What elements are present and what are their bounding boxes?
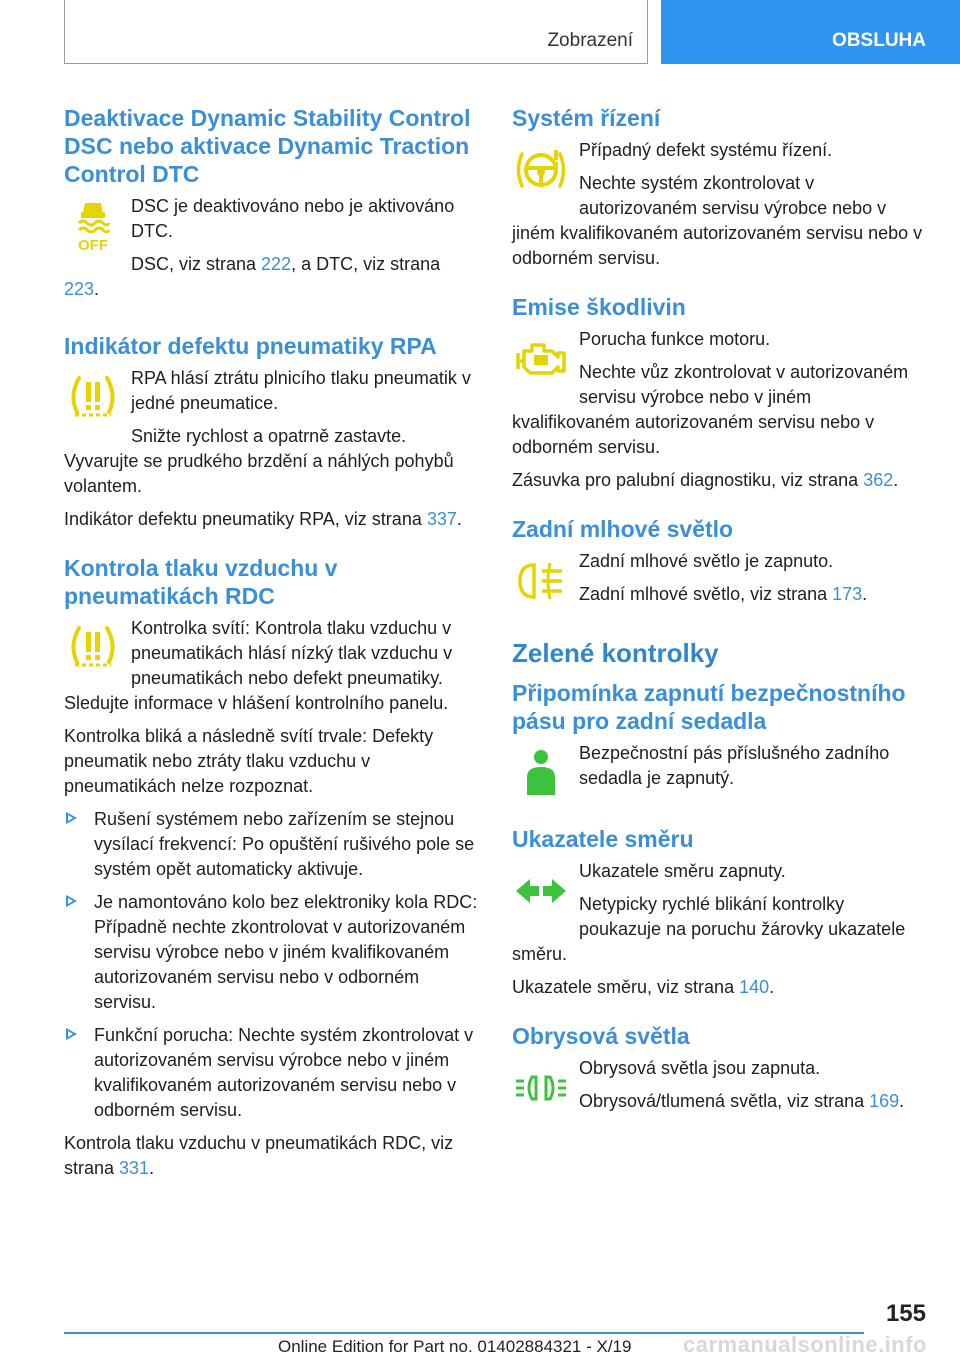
header-subtitle-box bbox=[64, 0, 648, 64]
rdc-text-1: Kontrolka svítí: Kontrola tlaku vzduchu v pneumatikách hlásí nízký tlak vzduchu v pneumatikách nebo defekt pneumatiky. Sledujte informace v hlášení kontrolního panelu. bbox=[64, 618, 453, 713]
belt-heading: Připomínka zapnutí bezpečnostního pásu pro zadní sedadla bbox=[512, 680, 906, 734]
rdc-ref-end: . bbox=[149, 1158, 155, 1178]
turn-text-3 bbox=[512, 975, 928, 1000]
rdc-bullet bbox=[64, 807, 478, 882]
turn-heading: Ukazatele směru bbox=[512, 826, 694, 852]
rdc-text-3 bbox=[64, 1131, 478, 1181]
dsc-off-icon bbox=[64, 196, 122, 256]
dsc-page-link[interactable]: 222 bbox=[261, 254, 292, 274]
dsc-ref-end: . bbox=[94, 279, 100, 299]
parking-text-2 bbox=[512, 1089, 928, 1114]
bullet-triangle-icon bbox=[66, 895, 77, 907]
rpa-ref-end: . bbox=[456, 509, 462, 529]
turn-page-link[interactable]: 140 bbox=[739, 977, 770, 997]
parking-ref-text: Obrysová/tlumená světla, viz strana bbox=[579, 1091, 870, 1111]
rdc-bullet-text: Rušení systémem nebo zařízením se stejnou vysílací frekvencí: Po opuštění rušivého pole se systém opět automaticky aktivuje. bbox=[94, 809, 475, 879]
steering-text-1: Případný defekt systému řízení. bbox=[579, 140, 833, 160]
emission-heading: Emise škodlivin bbox=[512, 294, 686, 320]
turn-signal-icon bbox=[512, 861, 570, 921]
dsc-section bbox=[64, 104, 478, 310]
emission-text-1: Porucha funkce motoru. bbox=[579, 329, 771, 349]
emission-text-2: Nechte vůz zkontrolovat v autorizovaném servisu výrobce nebo v jiném kvalifikovaném autorizovaném servisu nebo v odborném servisu. bbox=[512, 362, 909, 457]
page-number: 155 bbox=[885, 1300, 926, 1327]
fog-heading: Zadní mlhové světlo bbox=[512, 516, 734, 542]
footer-watermark: carmanualsonline.info bbox=[683, 1332, 927, 1357]
dsc-heading: Deaktivace Dynamic Stability Control DSC nebo aktivace Dynamic Traction Control DTC bbox=[64, 105, 471, 187]
fog-ref-text: Zadní mlhové světlo, viz strana bbox=[579, 584, 833, 604]
header-subtitle: Zobrazení bbox=[547, 30, 633, 51]
steering-fault-icon bbox=[512, 140, 570, 200]
belt-text-1: Bezpečnostní pás příslušného zadního sedadla je zapnutý. bbox=[579, 743, 890, 788]
rdc-warning-icon bbox=[64, 618, 122, 678]
emission-ref-text: Zásuvka pro palubní diagnostiku, viz strana bbox=[512, 470, 864, 490]
turn-text-2: Netypicky rychlé blikání kontrolky poukazuje na poruchu žárovky ukazatele směru. bbox=[512, 894, 906, 964]
parking-section bbox=[512, 1022, 928, 1122]
rpa-text-3 bbox=[64, 507, 478, 532]
turn-text-1: Ukazatele směru zapnuty. bbox=[579, 861, 786, 881]
turn-ref-text: Ukazatele směru, viz strana bbox=[512, 977, 740, 997]
rpa-text-2: Snižte rychlost a opatrně zastavte. Vyvarujte se prudkého brzdění a náhlých pohybů volantem. bbox=[64, 426, 454, 496]
rdc-section bbox=[64, 554, 478, 1181]
parking-ref-end: . bbox=[899, 1091, 905, 1111]
dsc-text-1: DSC je deaktivováno nebo je aktivováno DTC. bbox=[131, 196, 455, 241]
turn-ref-end: . bbox=[769, 977, 775, 997]
bullet-triangle-icon bbox=[66, 812, 77, 824]
rdc-heading: Kontrola tlaku vzduchu v pneumatikách RDC bbox=[64, 555, 338, 609]
parking-text-1: Obrysová světla jsou zapnuta. bbox=[579, 1058, 821, 1078]
rdc-bullet-text: Funkční porucha: Nechte systém zkontrolovat v autorizovaném servisu výrobce nebo v jiném kvalifikovaném autorizovaném servisu nebo v odborném servisu. bbox=[94, 1025, 474, 1120]
left-column bbox=[64, 104, 478, 1203]
rdc-page-link[interactable]: 331 bbox=[119, 1158, 150, 1178]
rpa-ref-text: Indikátor defektu pneumatiky RPA, viz strana bbox=[64, 509, 427, 529]
parking-heading: Obrysová světla bbox=[512, 1023, 690, 1049]
engine-check-icon bbox=[512, 329, 570, 389]
dsc-ref-text: DSC, viz strana bbox=[131, 254, 262, 274]
parking-light-icon bbox=[512, 1058, 570, 1118]
steering-heading: Systém řízení bbox=[512, 105, 661, 131]
fog-page-link[interactable]: 173 bbox=[832, 584, 863, 604]
fog-ref-end: . bbox=[862, 584, 868, 604]
right-column bbox=[512, 104, 928, 1144]
rdc-bullet-text: Je namontováno kolo bez elektroniky kola RDC: Případně nechte zkontrolovat v autorizovaném servisu výrobce nebo v jiném kvalifikovaném autorizovaném servisu nebo v odborném servisu. bbox=[94, 892, 478, 1012]
seatbelt-icon bbox=[512, 743, 570, 803]
rpa-section bbox=[64, 332, 478, 532]
rpa-heading: Indikátor defektu pneumatiky RPA bbox=[64, 333, 437, 359]
tire-pressure-warning-icon bbox=[64, 368, 122, 428]
emission-ref-end: . bbox=[893, 470, 899, 490]
parking-page-link[interactable]: 169 bbox=[869, 1091, 900, 1111]
emission-page-link[interactable]: 362 bbox=[863, 470, 894, 490]
fog-text-2 bbox=[512, 582, 928, 607]
steering-text-2: Nechte systém zkontrolovat v autorizovaném servisu výrobce nebo v jiném kvalifikovaném autorizovaném servisu nebo v odborném servisu. bbox=[512, 173, 923, 268]
header-section-title: OBSLUHA bbox=[832, 30, 926, 51]
rpa-page-link[interactable]: 337 bbox=[426, 509, 457, 529]
dtc-page-link[interactable]: 223 bbox=[64, 279, 95, 299]
svg-text:OFF: OFF bbox=[78, 237, 108, 253]
belt-section bbox=[512, 679, 928, 803]
fog-text-1: Zadní mlhové světlo je zapnuto. bbox=[579, 551, 834, 571]
bullet-triangle-icon bbox=[66, 1028, 77, 1040]
rdc-ref-text: Kontrola tlaku vzduchu v pneumatikách RDC, viz strana bbox=[64, 1133, 454, 1178]
turn-section bbox=[512, 825, 928, 1000]
steering-section bbox=[512, 104, 928, 271]
emission-text-3 bbox=[512, 468, 928, 493]
dsc-text-2 bbox=[64, 252, 478, 302]
rdc-bullet bbox=[64, 1023, 478, 1123]
green-indicators-heading: Zelené kontrolky bbox=[512, 638, 719, 668]
header-section-tab bbox=[661, 0, 960, 64]
emission-section bbox=[512, 293, 928, 493]
fog-section bbox=[512, 515, 928, 615]
dsc-ref-text-2: , a DTC, viz strana bbox=[291, 254, 441, 274]
rdc-bullet bbox=[64, 890, 478, 1015]
rpa-text-1: RPA hlásí ztrátu plnicího tlaku pneumatik v jedné pneumatice. bbox=[131, 368, 471, 413]
rear-fog-light-icon bbox=[512, 551, 570, 611]
footer-edition: Online Edition for Part no. 01402884321 - X/19 bbox=[278, 1337, 632, 1356]
rdc-text-2: Kontrolka bliká a následně svítí trvale: Defekty pneumatik nebo ztráty tlaku vzduchu v pneumatikách nelze rozpoznat. bbox=[64, 726, 434, 796]
